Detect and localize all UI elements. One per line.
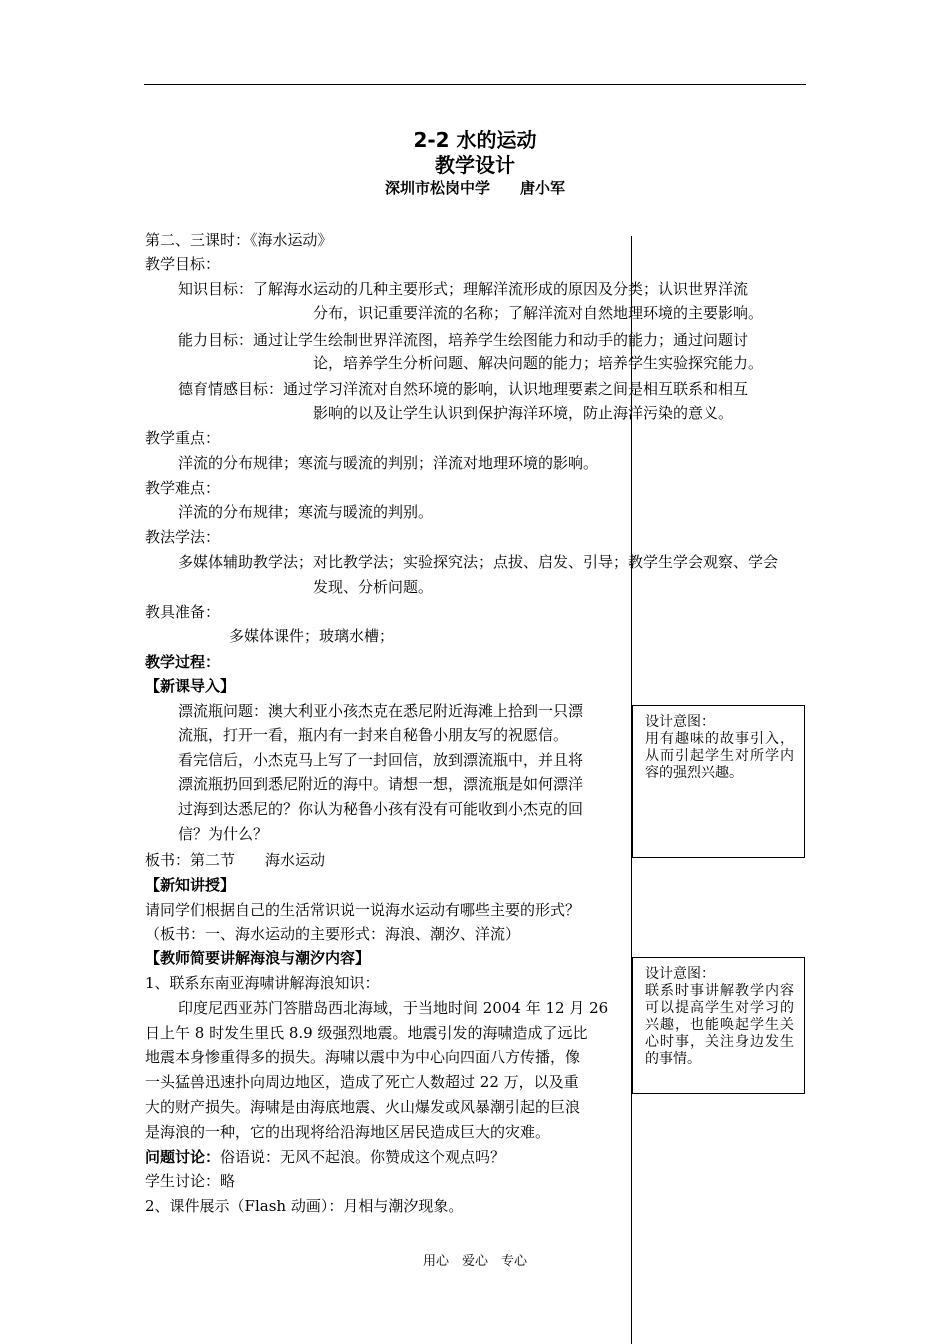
methods-text-1: 多媒体辅助教学法；对比教学法；实验探究法；点拔、启发、引导；教学生学会观察、学会 (178, 553, 779, 571)
question-text: 请同学们根据自己的生活常识说一说海水运动有哪些主要的形式？ (145, 901, 581, 919)
discussion-text: 俗语说：无风不起浪。你赞成这个观点吗？ (220, 1148, 506, 1166)
doc-subtitle: 教学设计 (435, 153, 515, 177)
objectives-heading: 教学目标： (145, 255, 221, 273)
discussion-label: 问题讨论： (145, 1148, 221, 1166)
doc-title: 2-2 水的运动 (413, 128, 537, 152)
teacher-section-heading: 【教师简要讲解海浪与潮汐内容】 (145, 949, 371, 967)
new-knowledge-heading: 【新知讲授】 (145, 876, 236, 894)
ability-objective-1: 能力目标：通过让学生绘制世界洋流图，培养学生绘图能力和动手的能力；通过问题讨 (178, 331, 749, 349)
materials-heading: 教具准备： (145, 603, 221, 621)
difficulties-text: 洋流的分布规律；寒流与暖流的判别。 (178, 503, 434, 521)
process-heading: 教学过程： (145, 653, 221, 671)
tsunami-text-1: 印度尼西亚苏门答腊岛西北海域，于当地时间 2004 年 12 月 26 (178, 999, 609, 1017)
key-points-heading: 教学重点： (145, 429, 221, 447)
materials-text: 多媒体课件；玻璃水槽； (229, 627, 395, 645)
design-intent-heading: 设计意图： (645, 714, 715, 730)
intro-heading: 【新课导入】 (145, 677, 236, 695)
knowledge-objective-1: 知识目标：了解海水运动的几种主要形式；理解洋流形成的原因及分类；认识世界洋流 (178, 280, 749, 298)
ability-objective-2: 论，培养学生分析问题、解决问题的能力；培养学生实验探究能力。 (313, 354, 764, 372)
tsunami-text-6: 是海浪的一种，它的出现将给沿海地区居民造成巨大的灾难。 (145, 1123, 551, 1141)
design-intent-box-2 (632, 957, 805, 1094)
design-intent-text: 联系时事讲解教学内容可以提高学生对学习的兴趣，也能唤起学生关心时事，关注身边发生的事情。 (645, 983, 794, 1067)
tsunami-text-3: 地震本身惨重得多的损失。海啸以震中为中心向四面八方传播，像 (145, 1048, 581, 1066)
board-note-2: （板书：一、海水运动的主要形式：海浪、潮汐、洋流） (145, 925, 521, 943)
author-name: 唐小军 (520, 179, 566, 197)
intro-text-2: 流瓶，打开一看，瓶内有一封来自秘鲁小朋友写的祝愿信。 (178, 726, 569, 744)
board-note-1: 板书：第二节 海水运动 (145, 851, 326, 869)
knowledge-objective-2: 分布，识记重要洋流的名称；了解洋流对自然地理环境的主要影响。 (313, 304, 764, 322)
page-footer: 用心 爱心 专心 (422, 1254, 527, 1269)
intro-text-3: 看完信后，小杰克马上写了一封回信，放到漂流瓶中，并且将 (178, 751, 584, 769)
tsunami-text-5: 大的财产损失。海啸是由海底地震、火山爆发或风暴潮引起的巨浪 (145, 1098, 581, 1116)
design-intent-heading: 设计意图： (645, 966, 715, 982)
top-rule (144, 84, 806, 85)
tsunami-text-2: 日上午 8 时发生里氏 8.9 级强烈地震。地震引发的海啸造成了远比 (145, 1024, 588, 1042)
intro-text-5: 过海到达悉尼的？你认为秘鲁小孩有没有可能收到小杰克的回 (178, 800, 584, 818)
school-name: 深圳市松岗中学 (384, 179, 490, 197)
design-intent-box-1 (632, 705, 805, 858)
courseware-demo: 2、课件展示（Flash 动画）：月相与潮汐现象。 (145, 1197, 464, 1215)
intro-text-1: 漂流瓶问题：澳大利亚小孩杰克在悉尼附近海滩上拾到一只漂 (178, 702, 584, 720)
tsunami-text-4: 一头猛兽迅速扑向周边地区，造成了死亡人数超过 22 万，以及重 (145, 1073, 579, 1091)
author-line (0, 177, 950, 198)
methods-heading: 教法学法： (145, 528, 221, 546)
moral-objective-2: 影响的以及让学生认识到保护海洋环境，防止海洋污染的意义。 (313, 404, 734, 422)
tsunami-heading: 1、联系东南亚海啸讲解海浪知识： (145, 974, 380, 992)
student-discussion: 学生讨论：略 (145, 1172, 236, 1190)
discussion-question (145, 1146, 505, 1167)
difficulties-heading: 教学难点： (145, 479, 221, 497)
moral-objective-1: 德育情感目标：通过学习洋流对自然环境的影响，认识地理要素之间是相互联系和相互 (178, 380, 749, 398)
intro-text-6: 信？为什么？ (178, 825, 269, 843)
lesson-period: 第二、三课时：《海水运动》 (145, 231, 333, 249)
key-points-text: 洋流的分布规律；寒流与暖流的判别；洋流对地理环境的影响。 (178, 454, 599, 472)
methods-text-2: 发现、分析问题。 (313, 578, 434, 596)
intro-text-4: 漂流瓶扔回到悉尼附近的海中。请想一想，漂流瓶是如何漂洋 (178, 775, 584, 793)
design-intent-text: 用有趣味的故事引入，从而引起学生对所学内容的强烈兴趣。 (645, 731, 794, 781)
